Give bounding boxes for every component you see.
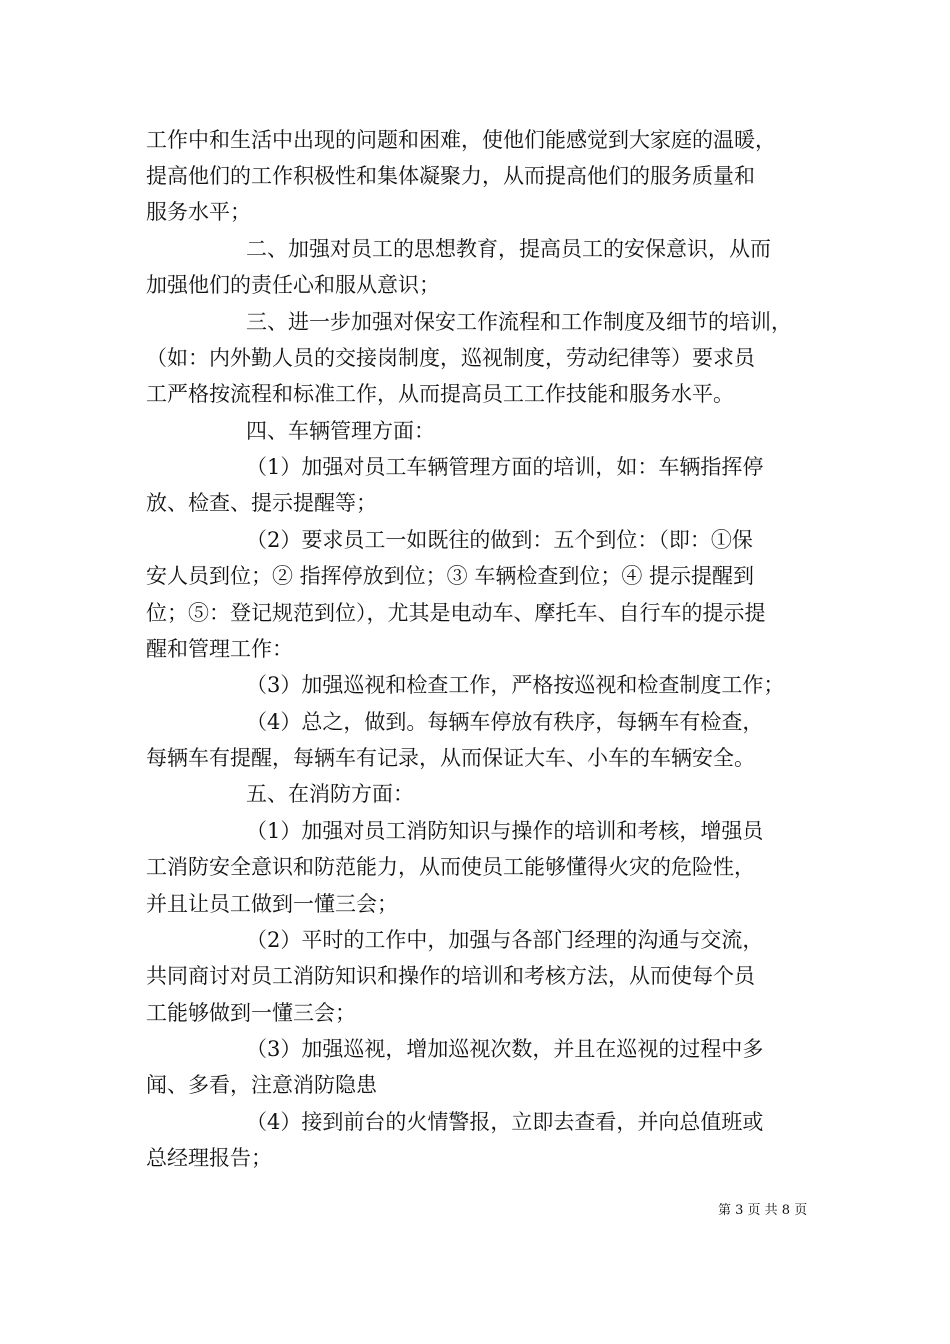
text-line: （4）总之，做到。每辆车停放有秩序，每辆车有检查， <box>246 710 764 734</box>
text-line: 总经理报告； <box>146 1146 272 1170</box>
text-line: 三、进一步加强对保安工作流程和工作制度及细节的培训， <box>246 310 792 334</box>
text-line: （1）加强对员工车辆管理方面的培训，如：车辆指挥停 <box>246 455 764 479</box>
text-line: 服务水平； <box>146 200 251 224</box>
text-line: 工严格按流程和标准工作，从而提高员工工作技能和服务水平。 <box>146 382 734 406</box>
text-line: 放、检查、提示提醒等； <box>146 491 377 515</box>
text-line: （2）平时的工作中，加强与各部门经理的沟通与交流， <box>246 928 764 952</box>
text-line: 二、加强对员工的思想教育，提高员工的安保意识，从而 <box>246 237 771 261</box>
text-line: （2）要求员工一如既往的做到：五个到位：（即：①保 <box>246 528 753 552</box>
text-line: （1）加强对员工消防知识与操作的培训和考核，增强员 <box>246 819 764 843</box>
text-line: 每辆车有提醒，每辆车有记录，从而保证大车、小车的车辆安全。 <box>146 746 755 770</box>
text-line: （3）加强巡视，增加巡视次数，并且在巡视的过程中多 <box>246 1037 764 1061</box>
text-line: 位；⑤：登记规范到位），尤其是电动车、摩托车、自行车的提示提 <box>146 601 766 625</box>
text-line: 提高他们的工作积极性和集体凝聚力，从而提高他们的服务质量和 <box>146 164 755 188</box>
text-line: 醒和管理工作： <box>146 637 293 661</box>
text-line: 工消防安全意识和防范能力，从而使员工能够懂得火灾的危险性， <box>146 855 755 879</box>
text-line: 闻、多看，注意消防隐患 <box>146 1073 377 1097</box>
text-line: 工作中和生活中出现的问题和困难，使他们能感觉到大家庭的温暖， <box>146 128 776 152</box>
text-line: 五、在消防方面： <box>246 782 414 806</box>
text-line: 工能够做到一懂三会； <box>146 1001 356 1025</box>
text-line: （4）接到前台的火情警报，立即去查看，并向总值班或 <box>246 1110 764 1134</box>
text-line: 加强他们的责任心和服从意识； <box>146 273 440 297</box>
text-line: 共同商讨对员工消防知识和操作的培训和考核方法，从而使每个员 <box>146 964 755 988</box>
text-line: 并且让员工做到一懂三会； <box>146 892 398 916</box>
text-line: （3）加强巡视和检查工作，严格按巡视和检查制度工作； <box>246 673 785 697</box>
text-line: 安人员到位；② 指挥停放到位；③ 车辆检查到位；④ 提示提醒到 <box>146 564 755 588</box>
page-footer: 第 3 页 共 8 页 <box>718 1203 808 1218</box>
text-line: 四、车辆管理方面： <box>246 419 435 443</box>
text-line: （如：内外勤人员的交接岗制度，巡视制度，劳动纪律等）要求员 <box>146 346 755 370</box>
